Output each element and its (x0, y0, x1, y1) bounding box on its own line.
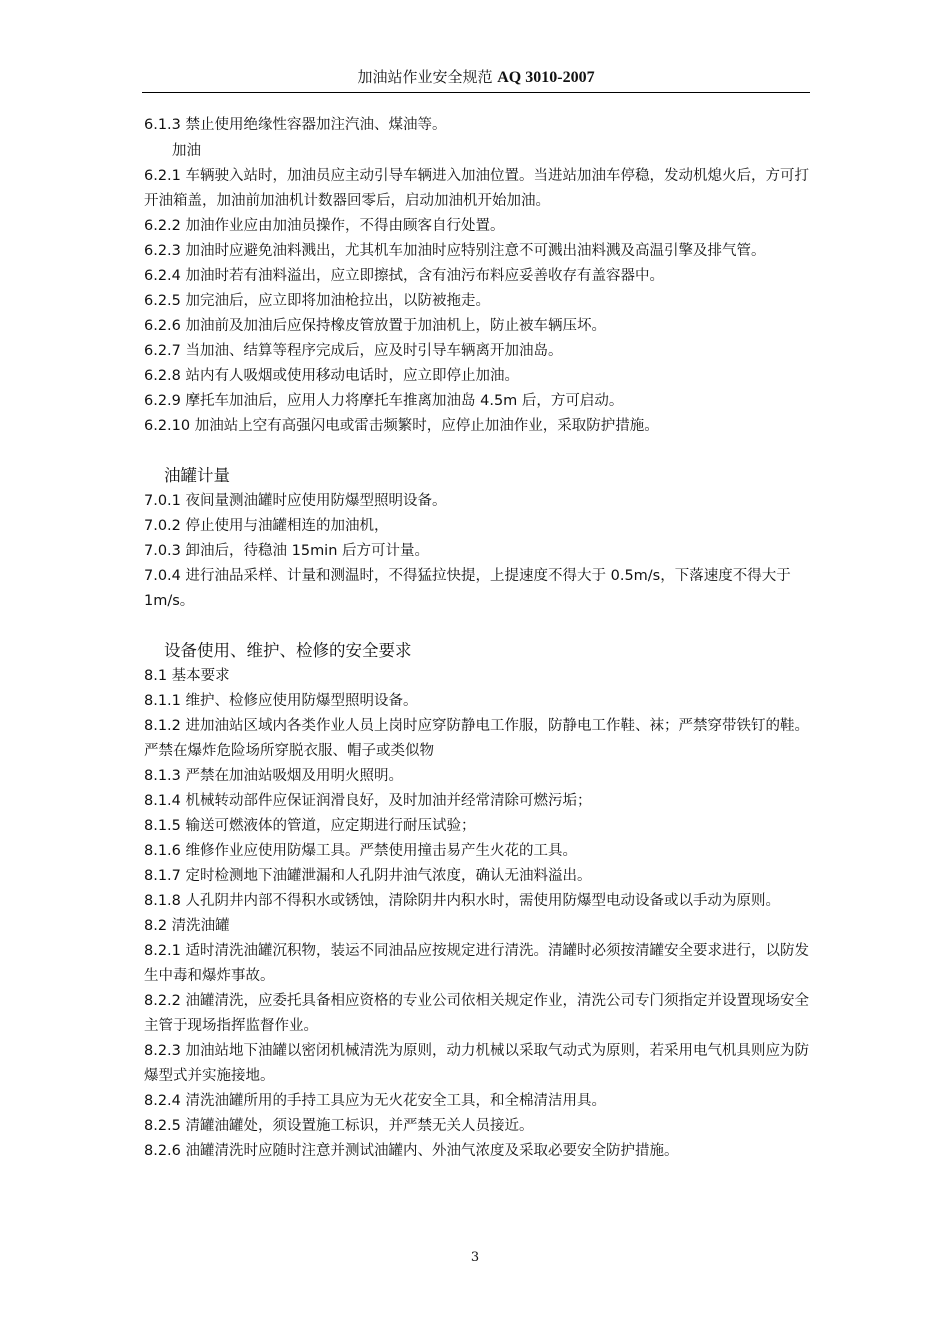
subsection-title: 8.1 基本要求 (144, 668, 230, 684)
clause: 8.1.4 机械转动部件应保证润滑良好，及时加油并经常清除可燃污垢； (144, 793, 592, 809)
clause: 6.2.9 摩托车加油后，应用人力将摩托车推离加油岛 4.5m 后，方可启动。 (144, 393, 624, 409)
section-heading: 油罐计量 (164, 466, 230, 485)
clause: 6.1.3 禁止使用绝缘性容器加注汽油、煤油等。 (144, 117, 447, 133)
clause: 6.2.7 当加油、结算等程序完成后，应及时引导车辆离开加油岛。 (144, 343, 563, 359)
clause: 8.2.2 油罐清洗，应委托具备相应资格的专业公司依相关规定作业，清洗公司专门须指定并设置现场安全主管于现场指挥监督作业。 (144, 993, 809, 1034)
clause: 6.2.4 加油时若有油料溢出，应立即擦拭，含有油污布料应妥善收存有盖容器中。 (144, 268, 665, 284)
clause: 7.0.1 夜间量测油罐时应使用防爆型照明设备。 (144, 493, 447, 509)
clause: 6.2.10 加油站上空有高强闪电或雷击频繁时，应停止加油作业，采取防护措施。 (144, 418, 659, 434)
clause: 8.1.7 定时检测地下油罐泄漏和人孔阴井油气浓度，确认无油料溢出。 (144, 868, 592, 884)
clause: 7.0.2 停止使用与油罐相连的加油机， (144, 518, 389, 534)
section-heading: 设备使用、维护、检修的安全要求 (164, 641, 412, 660)
clause: 8.1.8 人孔阴井内部不得积水或锈蚀，清除阴井内积水时，需使用防爆型电动设备或以手动为原则。 (144, 893, 780, 909)
clause: 8.1.5 输送可燃液体的管道，应定期进行耐压试验； (144, 818, 476, 834)
clause: 7.0.4 进行油品采样、计量和测温时，不得猛拉快提，上提速度不得大于 0.5m/s，下落速度不得大于 1m/s。 (144, 568, 791, 609)
clause: 8.2.4 清洗油罐所用的手持工具应为无火花安全工具，和全棉清洁用具。 (144, 1093, 607, 1109)
clause: 8.1.2 进加油站区域内各类作业人员上岗时应穿防静电工作服，防静电工作鞋、袜；严禁穿带铁钉的鞋。严禁在爆炸危险场所穿脱衣服、帽子或类似物 (144, 718, 809, 759)
document-title: 加油站作业安全规范 (357, 68, 493, 86)
standard-code: AQ 3010-2007 (497, 69, 595, 86)
clause: 6.2.6 加油前及加油后应保持橡皮管放置于加油机上，防止被车辆压坏。 (144, 318, 607, 334)
clause: 8.2.6 油罐清洗时应随时注意并测试油罐内、外油气浓度及采取必要安全防护措施。 (144, 1143, 679, 1159)
section-heading: 加油 (172, 143, 201, 159)
clause: 6.2.8 站内有人吸烟或使用移动电话时，应立即停止加油。 (144, 368, 520, 384)
clause: 8.2.3 加油站地下油罐以密闭机械清洗为原则，动力机械以采取气动式为原则，若采用电气机具则应为防爆型式并实施接地。 (144, 1043, 809, 1084)
clause: 7.0.3 卸油后，待稳油 15min 后方可计量。 (144, 543, 430, 559)
clause: 6.2.1 车辆驶入站时，加油员应主动引导车辆进入加油位置。当进站加油车停稳，发动机熄火后，方可打开油箱盖，加油前加油机计数器回零后，启动加油机开始加油。 (144, 168, 809, 209)
clause: 8.1.1 维护、检修应使用防爆型照明设备。 (144, 693, 418, 709)
document-body (144, 113, 810, 1164)
clause: 8.2.1 适时清洗油罐沉积物，装运不同油品应按规定进行清洗。清罐时必须按清罐安全要求进行，以防发生中毒和爆炸事故。 (144, 943, 809, 984)
page-header (142, 66, 810, 93)
page-number: 3 (470, 1250, 480, 1265)
subsection-title: 8.2 清洗油罐 (144, 918, 230, 934)
clause: 8.1.3 严禁在加油站吸烟及用明火照明。 (144, 768, 404, 784)
clause: 6.2.2 加油作业应由加油员操作，不得由顾客自行处置。 (144, 218, 505, 234)
clause: 6.2.5 加完油后，应立即将加油枪拉出，以防被拖走。 (144, 293, 491, 309)
clause: 8.1.6 维修作业应使用防爆工具。严禁使用撞击易产生火花的工具。 (144, 843, 578, 859)
clause: 8.2.5 清罐油罐处，须设置施工标识，并严禁无关人员接近。 (144, 1118, 534, 1134)
clause: 6.2.3 加油时应避免油料溅出，尤其机车加油时应特别注意不可溅出油料溅及高温引擎及排气管。 (144, 243, 766, 259)
